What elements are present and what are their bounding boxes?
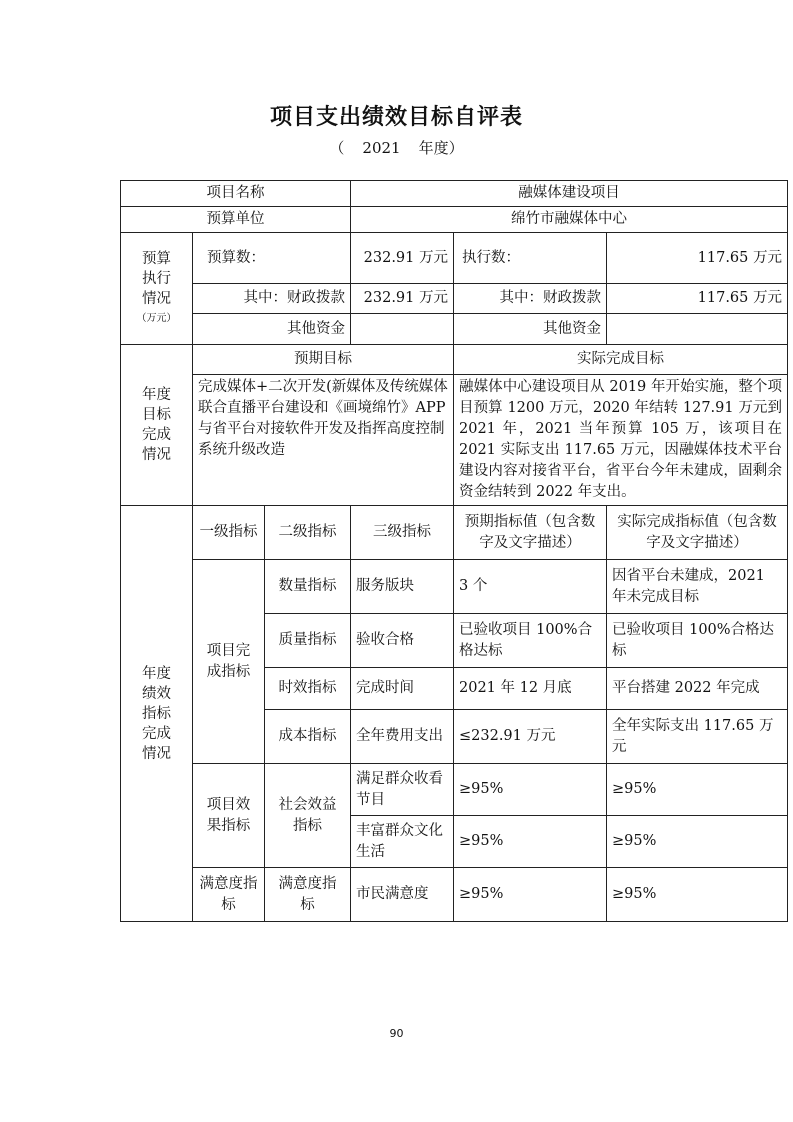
expected-cell: ≥95% (454, 816, 607, 868)
other-exec (607, 314, 788, 345)
actual-cell: ≥95% (607, 868, 788, 922)
group-satisfaction (193, 868, 265, 922)
year-value: 2021 (362, 139, 401, 157)
annual-goal-label (121, 345, 193, 506)
page-number: 90 (389, 1027, 404, 1040)
group-project-effect (193, 764, 265, 868)
budget-exec-unit: （万元） (136, 312, 177, 324)
other-funds-row (121, 314, 788, 345)
year-close: 年度） (418, 139, 464, 157)
level3-cell: 市民满意度 (351, 868, 454, 922)
level2-cell (265, 764, 351, 868)
actual-goal-header: 实际完成目标 (454, 345, 788, 375)
fiscal-row (121, 284, 788, 314)
goal-content-row (121, 375, 788, 506)
budget-exec-label-text: 预算执行情况 (142, 250, 171, 307)
page-title: 项目支出绩效目标自评表 (269, 104, 523, 130)
actual-goal-text: 融媒体中心建设项目从 2019 年开始实施，整个项目预算 1200 万元，2020 年结转 127.91 万元到 2021 年，2021 当年预算 105 万，该项目在 2021 实际支出 117.65 万元，因融媒体技术平台建设内容对接省平台，省平台今年未建成，固剩余资金结转到 2022 年支出。 (454, 375, 788, 506)
level3-cell: 验收合格 (351, 614, 454, 668)
fiscal-label: 其中：财政拨款 (193, 284, 351, 314)
exec-label: 执行数： (454, 233, 607, 284)
budget-unit-row (121, 207, 788, 233)
budget-exec-label (121, 233, 193, 345)
expected-cell: ≥95% (454, 764, 607, 816)
table-row (121, 560, 788, 614)
level3-cell: 完成时间 (351, 668, 454, 710)
budget-row (121, 233, 788, 284)
goal-header-row (121, 345, 788, 375)
expected-goal-text: 完成媒体+二次开发(新媒体及传统媒体联合直播平台建设和《画境绵竹》APP 与省平台对接软件开发及指挥高度控制系统升级改造 (193, 375, 454, 506)
other-label: 其他资金 (193, 314, 351, 345)
actual-cell: 因省平台未建成，2021 年未完成目标 (607, 560, 788, 614)
fiscal-exec-label: 其中：财政拨款 (454, 284, 607, 314)
level2-cell: 时效指标 (265, 668, 351, 710)
level2-satisfaction-text: 满意度指标 (278, 875, 337, 913)
other-exec-label: 其他资金 (454, 314, 607, 345)
actual-cell: 平台搭建 2022 年完成 (607, 668, 788, 710)
group-project-completion-text: 项目完成指标 (206, 642, 251, 680)
level2-social-text: 社会效益指标 (278, 796, 337, 834)
level3-cell: 全年费用支出 (351, 710, 454, 764)
self-evaluation-table (120, 180, 788, 922)
actual-cell: 全年实际支出 117.65 万元 (607, 710, 788, 764)
level2-cell (265, 868, 351, 922)
header-level2: 二级指标 (265, 506, 351, 560)
expected-cell: 已验收项目 100%合格达标 (454, 614, 607, 668)
budget-unit-label: 预算单位 (121, 207, 351, 233)
budget-unit-value: 绵竹市融媒体中心 (351, 207, 788, 233)
fiscal-budget: 232.91 万元 (351, 284, 454, 314)
header-level3: 三级指标 (351, 506, 454, 560)
expected-cell: 3 个 (454, 560, 607, 614)
other-budget (351, 314, 454, 345)
exec-value: 117.65 万元 (607, 233, 788, 284)
expected-cell: 2021 年 12 月底 (454, 668, 607, 710)
annual-goal-label-text: 年度目标完成情况 (142, 387, 171, 463)
fiscal-exec: 117.65 万元 (607, 284, 788, 314)
performance-header-row (121, 506, 788, 560)
level2-cell: 数量指标 (265, 560, 351, 614)
expected-goal-header: 预期目标 (193, 345, 454, 375)
expected-cell: ≤232.91 万元 (454, 710, 607, 764)
level2-cell: 成本指标 (265, 710, 351, 764)
actual-cell: ≥95% (607, 764, 788, 816)
level3-cell: 丰富群众文化生活 (351, 816, 454, 868)
table-row (121, 868, 788, 922)
level3-cell: 满足群众收看节目 (351, 764, 454, 816)
group-project-effect-text: 项目效果指标 (206, 796, 251, 834)
project-name-label: 项目名称 (121, 181, 351, 207)
level2-cell: 质量指标 (265, 614, 351, 668)
year-open: （ (329, 139, 345, 157)
performance-label-text: 年度绩效指标完成情况 (142, 665, 171, 762)
performance-label (121, 506, 193, 922)
year-line (0, 137, 793, 158)
actual-cell: 已验收项目 100%合格达标 (607, 614, 788, 668)
project-name-row (121, 181, 788, 207)
actual-cell: ≥95% (607, 816, 788, 868)
expected-cell: ≥95% (454, 868, 607, 922)
header-level1: 一级指标 (193, 506, 265, 560)
group-project-completion (193, 560, 265, 764)
header-expected: 预期指标值（包含数字及文字描述） (454, 506, 607, 560)
table-row (121, 764, 788, 816)
level3-cell: 服务版块 (351, 560, 454, 614)
budget-value: 232.91 万元 (351, 233, 454, 284)
project-name-value: 融媒体建设项目 (351, 181, 788, 207)
header-actual: 实际完成指标值（包含数字及文字描述） (607, 506, 788, 560)
group-satisfaction-text: 满意度指标 (199, 875, 258, 913)
budget-label: 预算数： (193, 233, 351, 284)
